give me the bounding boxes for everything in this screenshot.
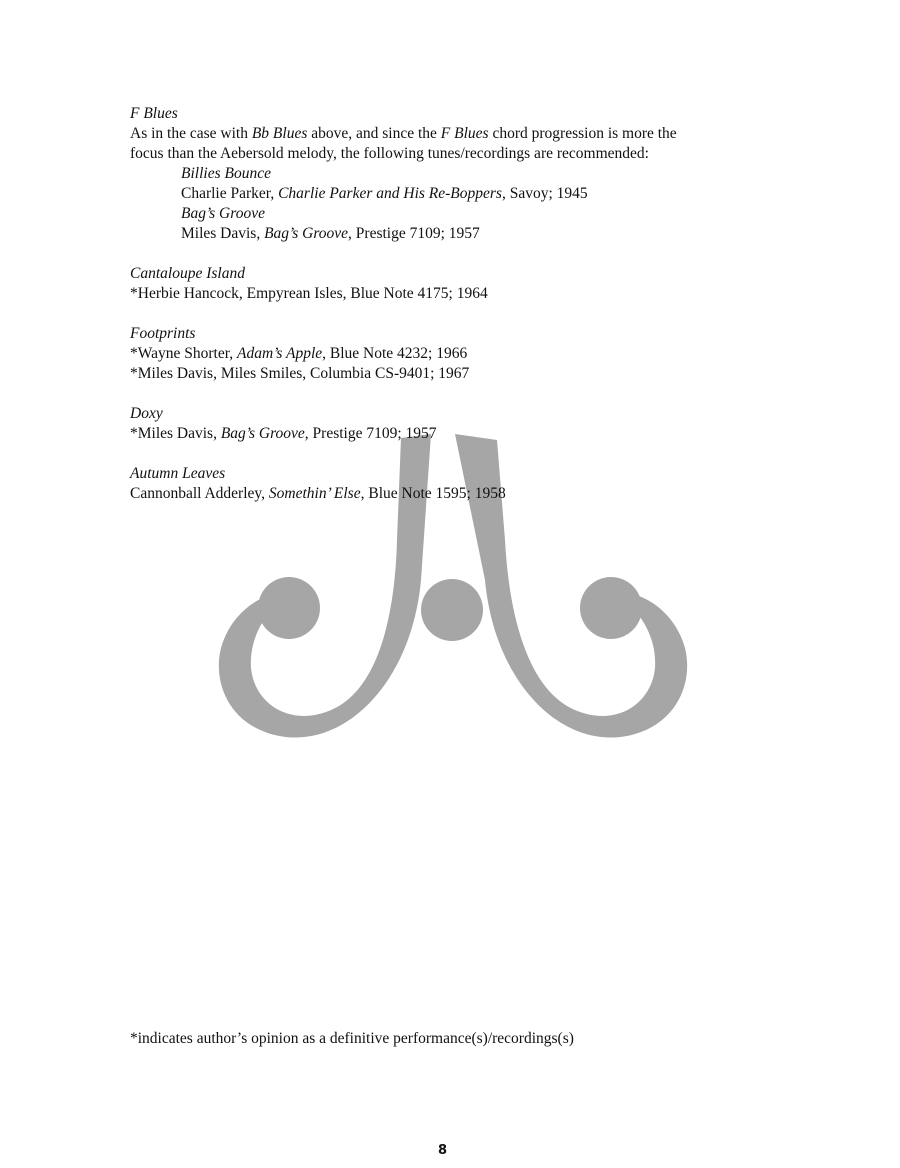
intro-emphasis-f-blues: F Blues — [440, 125, 489, 142]
recording-cantaloupe-island: *Herbie Hancock, Empyrean Isles, Blue Note 4175; 1964 — [130, 285, 488, 302]
spacer — [130, 444, 780, 464]
recording-artist: *Wayne Shorter, — [130, 345, 238, 362]
intro-text: above, and since the — [307, 125, 441, 142]
recording-artist: Charlie Parker, — [181, 185, 279, 202]
tune-title-billies-bounce: Billies Bounce — [181, 165, 271, 182]
tune-title-bags-groove: Bag’s Groove — [181, 205, 265, 222]
recording-footprints-1 — [130, 344, 780, 364]
recording-artist: *Miles Davis, — [130, 425, 221, 442]
recording-doxy — [130, 424, 780, 444]
recording-label: , Blue Note 1595; 1958 — [360, 485, 506, 502]
intro-emphasis-bb-blues: Bb Blues — [251, 125, 308, 142]
page-number: 8 — [437, 1143, 448, 1158]
f-blues-intro-line-2: focus than the Aebersold melody, the following tunes/recordings are recommended: — [130, 145, 649, 162]
watermark-right-circle — [580, 577, 642, 639]
recommended-recordings-list — [130, 104, 780, 504]
section-title-autumn-leaves: Autumn Leaves — [130, 465, 226, 482]
recording-label: , Blue Note 4232; 1966 — [322, 345, 468, 362]
recording-artist: Miles Davis, — [181, 225, 265, 242]
f-blues-intro-line-1 — [130, 124, 780, 144]
recording-album: Bag’s Groove — [220, 425, 305, 442]
intro-text: chord progression is more the — [488, 125, 677, 142]
recording-album: Adam’s Apple — [237, 345, 323, 362]
section-title-cantaloupe-island: Cantaloupe Island — [130, 265, 245, 282]
recording-autumn-leaves — [130, 484, 780, 504]
recording-album: Somethin’ Else — [268, 485, 361, 502]
intro-text: As in the case with — [130, 125, 252, 142]
watermark-center-circle — [421, 579, 483, 641]
watermark-left-circle — [258, 577, 320, 639]
recording-label: , Savoy; 1945 — [501, 185, 588, 202]
recording-label: , Prestige 7109; 1957 — [348, 225, 480, 242]
recording-album: Bag’s Groove — [264, 225, 349, 242]
recording-bags-groove — [130, 224, 780, 244]
spacer — [130, 384, 780, 404]
recording-artist: Cannonball Adderley, — [130, 485, 269, 502]
spacer — [130, 304, 780, 324]
footnote: *indicates author’s opinion as a definitive performance(s)/recordings(s) — [130, 1030, 574, 1047]
section-title-footprints: Footprints — [130, 325, 196, 342]
spacer — [130, 244, 780, 264]
recording-album: Charlie Parker and His Re-Boppers — [278, 185, 502, 202]
section-title-f-blues: F Blues — [130, 105, 178, 122]
recording-footprints-2: *Miles Davis, Miles Smiles, Columbia CS-9401; 1967 — [130, 365, 470, 382]
recording-billies-bounce — [130, 184, 780, 204]
section-title-doxy: Doxy — [130, 405, 163, 422]
recording-label: , Prestige 7109; 1957 — [304, 425, 437, 442]
